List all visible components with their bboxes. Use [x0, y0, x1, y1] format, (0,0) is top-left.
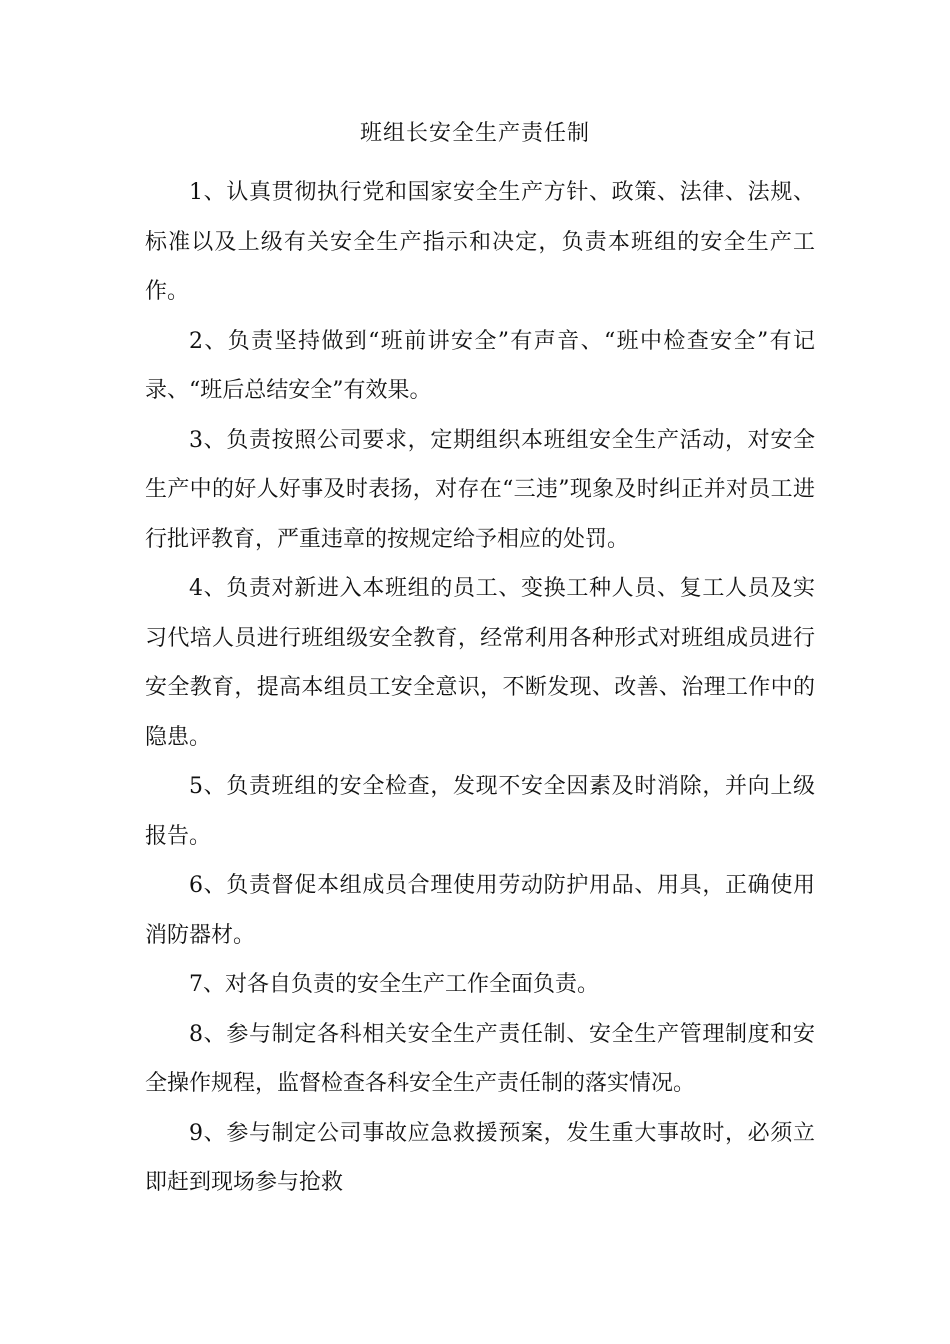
paragraph-5: 5、负责班组的安全检查，发现不安全因素及时消除，并向上级报告。: [145, 774, 815, 849]
paragraph-8: 8、参与制定各科相关安全生产责任制、安全生产管理制度和安全操作规程，监督检查各科安全生产责任制的落实情况。: [145, 1021, 815, 1096]
paragraph-7: 7、对各自负责的安全生产工作全面负责。: [189, 972, 599, 997]
paragraph-3: 3、负责按照公司要求，定期组织本班组安全生产活动，对安全生产中的好人好事及时表扬，对存在“三违”现象及时纠正并对员工进行批评教育，严重违章的按规定给予相应的处罚。: [145, 427, 815, 552]
document-title: 班组长安全生产责任制: [359, 121, 590, 146]
paragraph-4: 4、负责对新进入本班组的员工、变换工种人员、复工人员及实习代培人员进行班组级安全教育，经常利用各种形式对班组成员进行安全教育，提高本组员工安全意识，不断发现、改善、治理工作中的隐患。: [145, 576, 815, 750]
document-body: [145, 168, 815, 1208]
paragraph-9: 9、参与制定公司事故应急救援预案，发生重大事故时，必须立即赶到现场参与抢救: [145, 1120, 815, 1195]
paragraph-1: 1、认真贯彻执行党和国家安全生产方针、政策、法律、法规、标准以及上级有关安全生产指示和决定，负责本班组的安全生产工作。: [145, 180, 815, 304]
paragraph-6: 6、负责督促本组成员合理使用劳动防护用品、用具，正确使用消防器材。: [145, 873, 815, 948]
paragraph-2: 2、负责坚持做到“班前讲安全”有声音、“班中检查安全”有记录、“班后总结安全”有效果。: [145, 328, 815, 403]
